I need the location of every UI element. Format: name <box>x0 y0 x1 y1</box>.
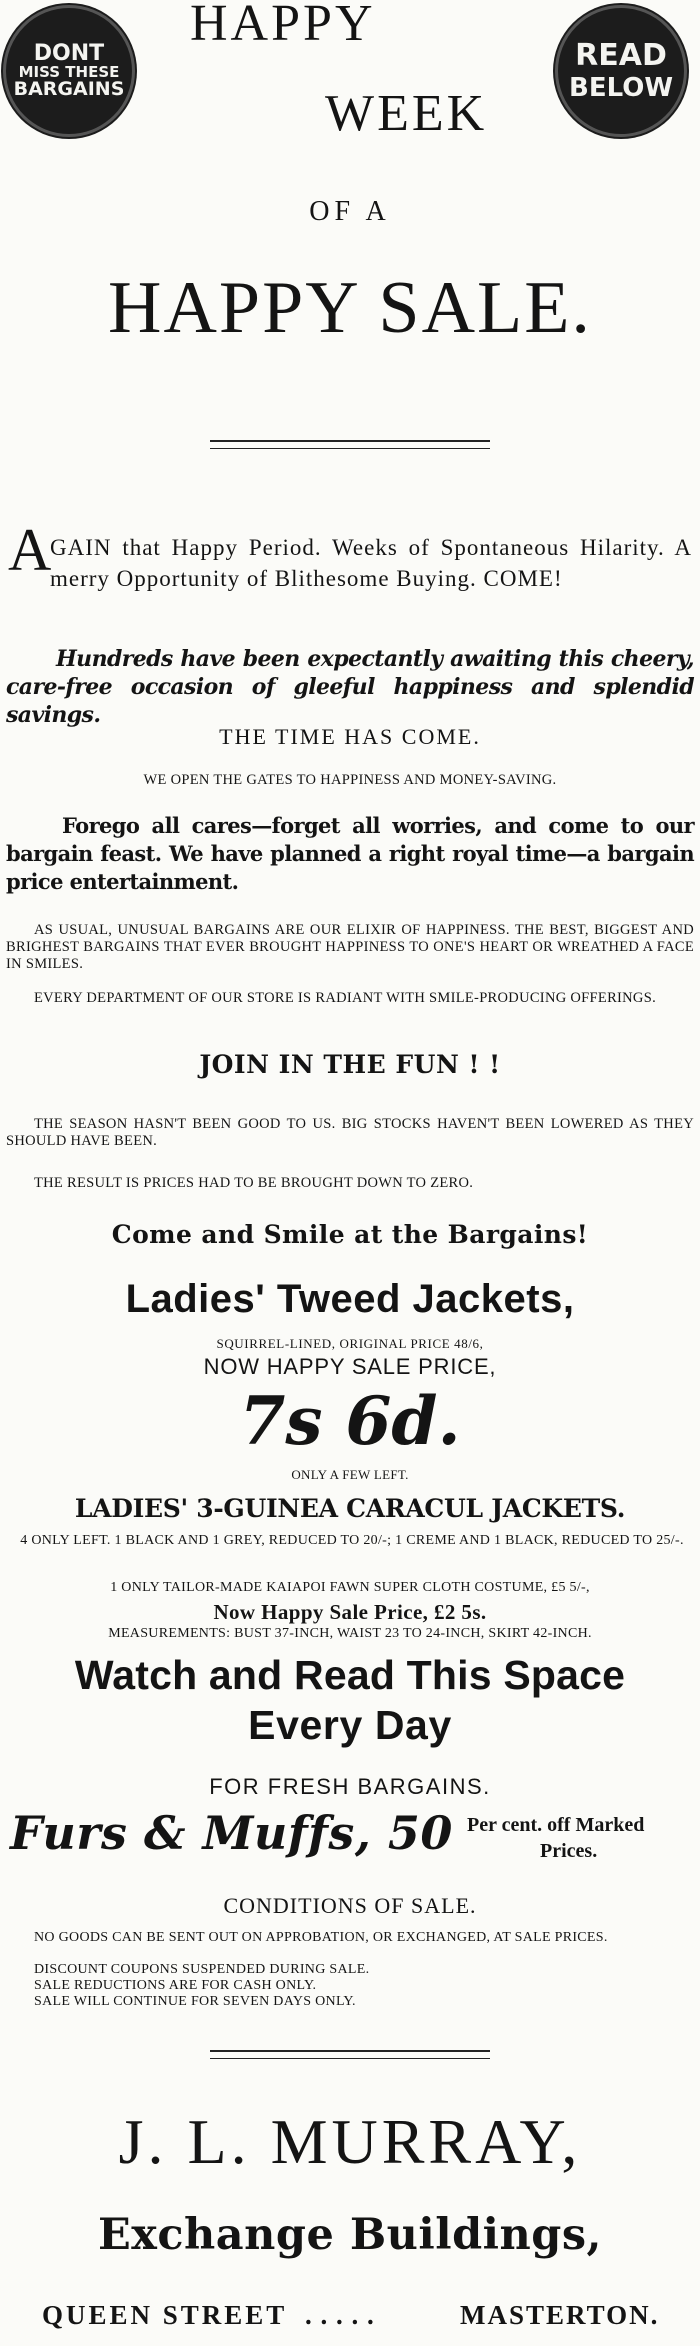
costume-line2: Now Happy Sale Price, £2 5s. <box>213 1600 487 1624</box>
costume-line1: 1 ONLY TAILOR-MADE KAIAPOI FAWN SUPER CLOTH COSTUME, £5 5/-, <box>110 1580 590 1595</box>
conditions-line3: SALE REDUCTIONS ARE FOR CASH ONLY. <box>34 1978 317 1993</box>
conditions-line1: NO GOODS CAN BE SENT OUT ON APPROBATION, OR EXCHANGED, AT SALE PRICES. <box>34 1930 608 1945</box>
conditions-line4: SALE WILL CONTINUE FOR SEVEN DAYS ONLY. <box>34 1994 356 2009</box>
divider-bottom-thin <box>210 2058 490 2059</box>
tweed-sub: SQUIRREL-LINED, ORIGINAL PRICE 48/6, <box>216 1336 484 1351</box>
read-below-badge <box>555 5 687 137</box>
paragraph-season: THE SEASON HASN'T BEEN GOOD TO US. BIG STOCKS HAVEN'T BEEN LOWERED AS THEY SHOULD HAVE BEEN. <box>6 1116 694 1149</box>
costume-line3: MEASUREMENTS: BUST 37-INCH, WAIST 23 TO 24-INCH, SKIRT 42-INCH. <box>108 1626 592 1641</box>
tweed-heading: Ladies' Tweed Jackets, <box>125 1277 575 1321</box>
paragraph-expectantly: Hundreds have been expectantly awaiting this cheery, care-free occasion of gleeful happiness and splendid savings. <box>6 646 694 728</box>
come-and-smile: Come and Smile at the Bargains! <box>111 1220 589 1249</box>
open-gates: WE OPEN THE GATES TO HAPPINESS AND MONEY-SAVING. <box>143 772 557 788</box>
caracul-detail: 4 ONLY LEFT. 1 BLACK AND 1 GREY, REDUCED TO 20/-; 1 CREME AND 1 BLACK, REDUCED TO 25/-. <box>20 1533 684 1548</box>
furs-main: Furs & Muffs, 50 <box>10 1806 453 1860</box>
tweed-price: 7s 6d. <box>239 1382 461 1460</box>
tweed-few-left: ONLY A FEW LEFT. <box>291 1467 409 1482</box>
tweed-now: NOW HAPPY SALE PRICE, <box>203 1354 497 1379</box>
divider-bottom <box>210 2050 490 2052</box>
badge-right-line2: BELOW <box>569 73 673 104</box>
badge-left-line1: DONT <box>33 40 105 66</box>
caracul-heading: LADIES' 3-GUINEA CARACUL JACKETS. <box>74 1494 626 1523</box>
furs-pct1: Per cent. off Marked <box>467 1814 645 1836</box>
badge-left-line2: MISS THESE <box>18 62 120 81</box>
header-of-a: OF A <box>309 196 391 227</box>
dont-miss-badge <box>3 5 135 137</box>
paragraph-result: THE RESULT IS PRICES HAD TO BE BROUGHT DOWN TO ZERO. <box>34 1175 474 1191</box>
header-happy: HAPPY <box>190 0 376 52</box>
badge-right-line1: READ <box>575 37 667 73</box>
store-name: J. L. MURRAY, <box>118 2106 582 2177</box>
divider-top <box>210 440 490 442</box>
watch-line1: Watch and Read This Space <box>74 1652 626 1698</box>
badge-left-line3: BARGAINS <box>13 78 125 101</box>
time-has-come: THE TIME HAS COME. <box>219 724 481 749</box>
street-dots: . . . . . <box>305 2300 375 2330</box>
drop-cap: A <box>8 517 52 583</box>
conditions-heading: CONDITIONS OF SALE. <box>223 1893 477 1918</box>
paragraph-department: EVERY DEPARTMENT OF OUR STORE IS RADIANT WITH SMILE-PRODUCING OFFERINGS. <box>34 990 656 1006</box>
watch-line3: FOR FRESH BARGAINS. <box>209 1774 491 1799</box>
divider-top-thin <box>210 448 490 449</box>
intro-text: GAIN that Happy Period. Weeks of Spontaneous Hilarity. A merry Opportunity of Blithesome Buying. COME! <box>50 535 692 591</box>
paragraph-unusual: AS USUAL, UNUSUAL BARGAINS ARE OUR ELIXIR OF HAPPINESS. THE BEST, BIGGEST AND BRIGHEST BARGAINS THAT EVER BROUGHT HAPPINESS TO ONE'S HEART OR WREATHED A FACE IN SMILES. <box>6 922 694 972</box>
header-week: WEEK <box>325 85 488 142</box>
watch-line2: Every Day <box>248 1702 452 1748</box>
page-title: HAPPY SALE. <box>108 267 592 349</box>
town-label: MASTERTON. <box>460 2300 660 2330</box>
street-label: QUEEN STREET <box>42 2300 288 2330</box>
store-address: Exchange Buildings, <box>97 2210 603 2260</box>
conditions-line2: DISCOUNT COUPONS SUSPENDED DURING SALE. <box>34 1962 370 1977</box>
paragraph-forego: Forego all cares—forget all worries, and come to our bargain feast. We have planned a right royal time—a bargain price entertainment. <box>6 813 694 894</box>
furs-pct2: Prices. <box>540 1840 598 1862</box>
join-the-fun: JOIN IN THE FUN ! ! <box>199 1050 501 1079</box>
